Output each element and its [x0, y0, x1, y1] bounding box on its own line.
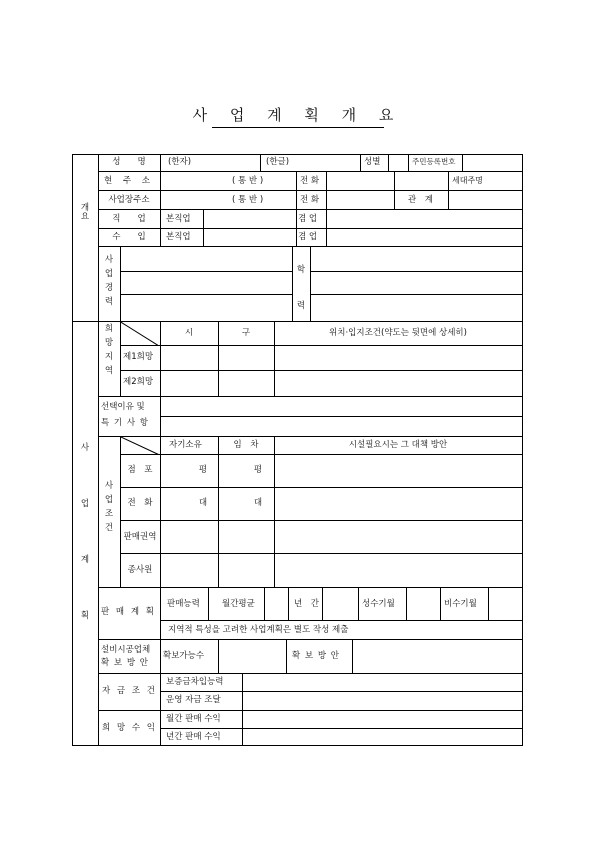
facility-funding-label-line2: 확 보 방 안: [101, 658, 149, 668]
unit-label-own: 대: [198, 498, 208, 508]
col-line: [448, 171, 449, 209]
securable-label: 확보가능수: [163, 651, 205, 661]
district-label: 구: [241, 328, 251, 338]
row-line: [120, 487, 523, 488]
off-season-label: 비수기월: [444, 599, 477, 609]
household-head-label: 세대주명: [452, 176, 483, 185]
col-line: [274, 436, 275, 587]
col-line: [120, 436, 121, 587]
title-underline: [212, 127, 384, 128]
document-title: 사 업 계 획 개 요: [192, 106, 403, 124]
row-line: [310, 271, 523, 272]
fund-conditions-label: 자 금 조 건: [102, 686, 157, 696]
col-line: [462, 154, 463, 171]
address-label: 현 주 소: [103, 176, 155, 186]
city-label: 시: [184, 328, 194, 338]
row-line: [98, 587, 523, 588]
sales-capacity-label: 판매능력: [167, 599, 200, 609]
side-job-label: 겸 업: [298, 214, 318, 224]
desired-area-label: 희 망 지 역: [104, 324, 114, 376]
row-line: [98, 673, 523, 674]
annual-label: 년 간: [294, 599, 319, 609]
row-line: [120, 271, 292, 272]
hangul-label: (한글): [266, 157, 290, 167]
col-line: [388, 154, 389, 171]
side-job-label-2: 겸 업: [298, 232, 318, 242]
col-line: [274, 321, 275, 396]
section-label-overview: 개요: [80, 203, 90, 222]
row-line: [120, 454, 523, 455]
expected-income-label: 희 망 수 익: [102, 723, 157, 733]
unit-label-lease: 대: [253, 498, 263, 508]
col-line: [406, 587, 407, 620]
col-line: [288, 587, 289, 620]
col-line: [352, 639, 353, 673]
hanja-label: (한자): [168, 157, 192, 167]
row-line: [160, 416, 523, 417]
business-conditions-label: 사 업 조 건: [104, 481, 114, 533]
first-choice-label: 제1희망: [123, 352, 154, 362]
col-line: [322, 587, 323, 620]
col-line: [286, 639, 287, 673]
section-label-plan: 사 업 계 획: [80, 443, 90, 621]
store-label: 점 포: [127, 465, 153, 475]
col-line: [120, 321, 121, 396]
deposit-ability-label: 보증금차입능력: [166, 677, 224, 687]
tong-ban-label-2: ( 통 반 ): [232, 195, 264, 205]
occupation-label: 직 업: [112, 214, 146, 224]
row-line: [98, 171, 523, 172]
phone-label-2: 전 화: [300, 195, 320, 205]
col-line: [208, 587, 209, 620]
relation-label: 관 계: [408, 195, 433, 205]
col-line: [160, 587, 161, 746]
col-line: [310, 246, 311, 321]
pyeong-unit-own: 평: [198, 465, 208, 475]
row-line: [120, 553, 523, 554]
main-job-label-2: 본직업: [166, 232, 191, 242]
col-line: [203, 209, 204, 246]
lease-label: 임 차: [233, 440, 259, 450]
col-line: [296, 171, 297, 246]
location-conditions-label: 위치·입지조건(약도는 뒷면에 상세히): [329, 328, 467, 338]
col-line: [408, 154, 409, 171]
main-job-label: 본직업: [166, 214, 191, 224]
facility-plan-label: 시설필요시는 그 대책 방안: [348, 440, 448, 450]
col-line: [218, 639, 219, 673]
row-line: [160, 620, 523, 621]
education-label: 학 력: [296, 265, 306, 311]
col-line: [488, 587, 489, 620]
row-line: [98, 396, 523, 397]
annual-income-label: 년간 판매 수익: [166, 732, 221, 742]
reason-label-line1: 선택이유 및: [101, 402, 145, 412]
own-label: 자기소유: [169, 440, 202, 450]
col-line: [160, 321, 161, 396]
col-line: [160, 154, 161, 246]
name-label: 성 명: [112, 157, 146, 167]
rrn-label: 주민등록번호: [412, 157, 456, 166]
phone-line-label: 전 화: [127, 498, 153, 508]
row-line: [98, 436, 523, 437]
col-line: [160, 436, 161, 587]
col-line: [218, 321, 219, 396]
business-plan-form: [72, 154, 523, 746]
career-label: 사 업 경 력: [104, 255, 114, 307]
col-line: [160, 396, 161, 436]
securing-plan-label: 확 보 방 안: [292, 651, 340, 661]
peak-season-label: 성수기월: [362, 599, 395, 609]
col-line: [260, 154, 261, 171]
col-line: [292, 246, 293, 321]
row-line: [120, 520, 523, 521]
col-line: [326, 171, 327, 246]
income-label: 수 입: [112, 232, 146, 242]
row-line: [160, 691, 523, 692]
col-line: [264, 587, 265, 620]
section-divider: [72, 321, 523, 322]
customer-zone-label: 판매권역: [123, 532, 157, 542]
sales-plan-label: 판 매 계 획: [101, 607, 156, 617]
row-line: [98, 228, 523, 229]
pyeong-unit-lease: 평: [253, 465, 263, 475]
row-line: [120, 294, 292, 295]
employees-label: 종사원: [127, 565, 153, 575]
section-column-line: [98, 154, 99, 746]
col-line: [358, 587, 359, 620]
facility-funding-label-line1: 설비시공업체: [101, 645, 151, 655]
row-line: [120, 370, 523, 371]
row-line: [120, 345, 523, 346]
col-line: [394, 171, 395, 209]
second-choice-label: 제2희망: [123, 377, 154, 387]
col-line: [242, 673, 243, 746]
business-address-label: 사업장주소: [108, 195, 150, 205]
gender-label: 성별: [364, 157, 381, 167]
row-line: [98, 190, 523, 191]
phone-label: 전 화: [300, 176, 320, 186]
row-line: [160, 728, 523, 729]
col-line: [360, 154, 361, 171]
row-line: [98, 639, 523, 640]
col-line: [440, 587, 441, 620]
regional-note: 지역적 특성을 고려한 사업계획은 별도 작성 제출: [168, 625, 349, 635]
col-line: [120, 246, 121, 321]
reason-label-line2: 특 기 사 항: [101, 418, 149, 428]
tong-ban-label: ( 통 반 ): [232, 176, 264, 186]
row-line: [98, 209, 523, 210]
col-line: [218, 436, 219, 587]
monthly-avg-label: 월간평균: [222, 599, 255, 609]
row-line: [310, 294, 523, 295]
row-line: [98, 710, 523, 711]
operating-funds-label: 운영 자금 조달: [166, 695, 221, 705]
monthly-income-label: 월간 판매 수익: [166, 714, 221, 724]
